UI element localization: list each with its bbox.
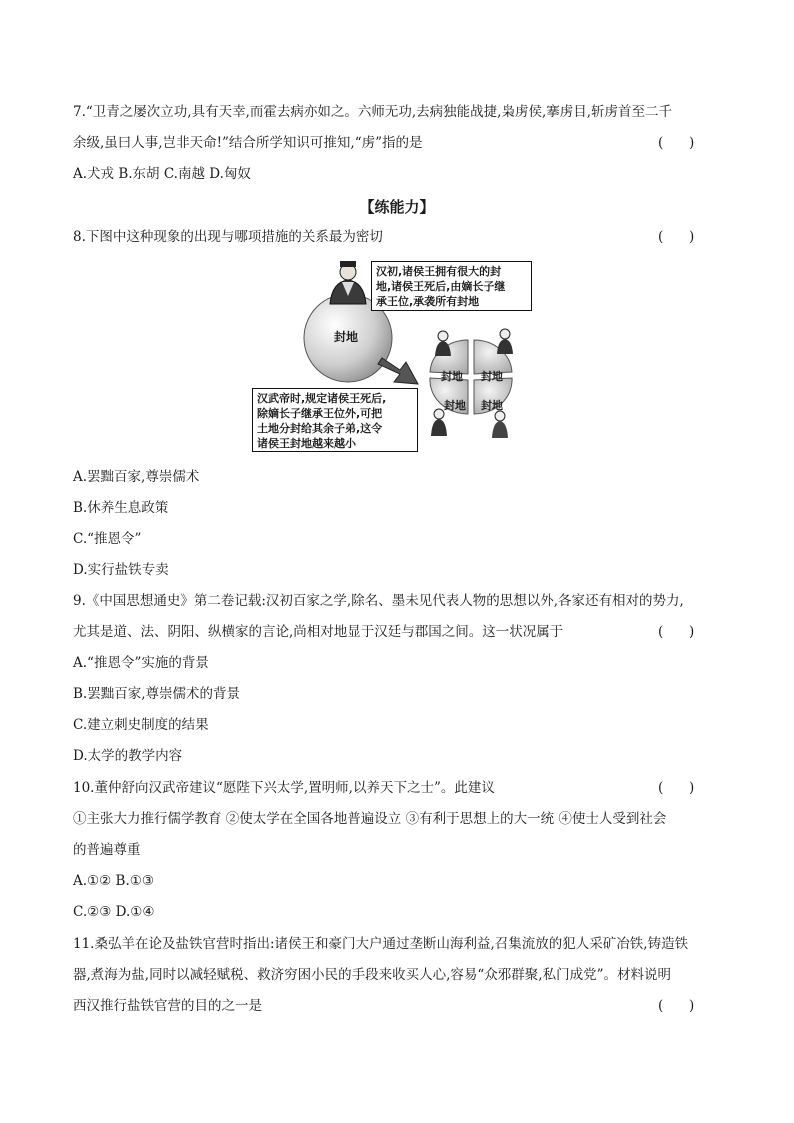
fief-label-3: 封地 — [444, 399, 466, 412]
q7-answer-paren: ( ) — [658, 135, 695, 151]
q9-option-d: D.太学的教学内容 — [73, 748, 183, 764]
caption-bottom-line4: 诸侯王封地越来越小 — [257, 437, 356, 450]
fief-label-4: 封地 — [481, 399, 503, 412]
q9-option-c: C.建立刺史制度的结果 — [73, 717, 209, 733]
small-figure-top-right-icon — [497, 329, 513, 354]
q9-answer-paren: ( ) — [658, 624, 695, 640]
caption-top — [371, 261, 532, 311]
q9-stem-line1: 9.《中国思想通史》第二卷记载:汉初百家之学,除名、墨未见代表人物的思想以外,各家还有相对的势力, — [73, 593, 684, 609]
caption-bottom — [252, 388, 418, 452]
q7-stem-line2: 余级,虽曰人事,岂非天命!”结合所学知识可推知,“虏”指的是 — [73, 135, 423, 151]
q8-option-c: C.“推恩令” — [73, 531, 142, 547]
arrow-icon — [378, 358, 418, 384]
caption-top-line1: 汉初,诸侯王拥有很大的封 — [376, 265, 502, 278]
q10-options-cd: C.②③ D.①④ — [73, 904, 155, 920]
q8-option-b: B.休养生息政策 — [73, 500, 169, 516]
caption-bottom-line1: 汉武帝时,规定诸侯王死后, — [257, 392, 387, 405]
q7-stem-line1: 7.“卫青之屡次立功,具有天幸,而霍去病亦如之。六师无功,去病独能战捷,枭虏侯,搴虏目,斩虏首至二千 — [73, 104, 673, 120]
caption-top-line3: 承王位,承袭所有封地 — [376, 295, 480, 308]
q10-statements-line1: ①主张大力推行儒学教育 ②使太学在全国各地普遍设立 ③有利于思想上的大一统 ④使士人受到社会 — [73, 811, 667, 827]
small-figure-top-left-icon — [435, 331, 451, 356]
caption-bottom-line3: 土地分封给其余子弟,这令 — [257, 422, 383, 435]
q11-stem-line3: 西汉推行盐铁官营的目的之一是 — [73, 998, 262, 1014]
big-fief-label: 封地 — [334, 330, 359, 344]
lord-figure-icon — [330, 261, 366, 304]
fief-label-2: 封地 — [481, 370, 503, 383]
caption-top-line2: 地,诸侯王死后,由嫡长子继 — [376, 280, 506, 293]
q9-option-b: B.罢黜百家,尊崇儒术的背景 — [73, 686, 241, 702]
q9-stem-line2: 尤其是道、法、阴阳、纵横家的言论,尚相对地显于汉廷与郡国之间。这一状况属于 — [73, 624, 564, 640]
q11-stem-line2: 器,煮海为盐,同时以减轻赋税、救济穷困小民的手段来收买人心,容易“众邪群聚,私门成党”。材料说明 — [73, 967, 671, 983]
q8-option-d: D.实行盐铁专卖 — [73, 562, 169, 578]
q8-stem: 8.下图中这种现象的出现与哪项措施的关系最为密切 — [73, 229, 383, 245]
q10-answer-paren: ( ) — [658, 780, 695, 796]
small-figure-bottom-right-icon — [492, 411, 508, 438]
small-figure-bottom-left-icon — [431, 409, 447, 436]
fief-label-1: 封地 — [441, 370, 463, 383]
q9-option-a: A.“推恩令”实施的背景 — [73, 655, 209, 671]
q10-options-ab: A.①② B.①③ — [73, 873, 154, 889]
q11-answer-paren: ( ) — [658, 998, 695, 1014]
section-heading: 【练能力】 — [359, 198, 435, 216]
q8-answer-paren: ( ) — [658, 229, 695, 245]
q8-option-a: A.罢黜百家,尊崇儒术 — [73, 469, 200, 485]
q11-stem-line1: 11.桑弘羊在论及盐铁官营时指出:诸侯王和豪门大户通过垄断山海利益,召集流放的犯人采矿冶铁,铸造铁 — [73, 936, 689, 952]
q10-stem: 10.董仲舒向汉武帝建议“愿陛下兴太学,置明师,以养天下之士”。此建议 — [73, 780, 495, 796]
caption-bottom-line2: 除嫡长子继承王位外,可把 — [257, 407, 383, 420]
q10-statements-line2: 的普遍尊重 — [73, 842, 141, 858]
q8-figure — [250, 256, 540, 456]
q7-options: A.犬戎 B.东胡 C.南越 D.匈奴 — [73, 166, 251, 182]
